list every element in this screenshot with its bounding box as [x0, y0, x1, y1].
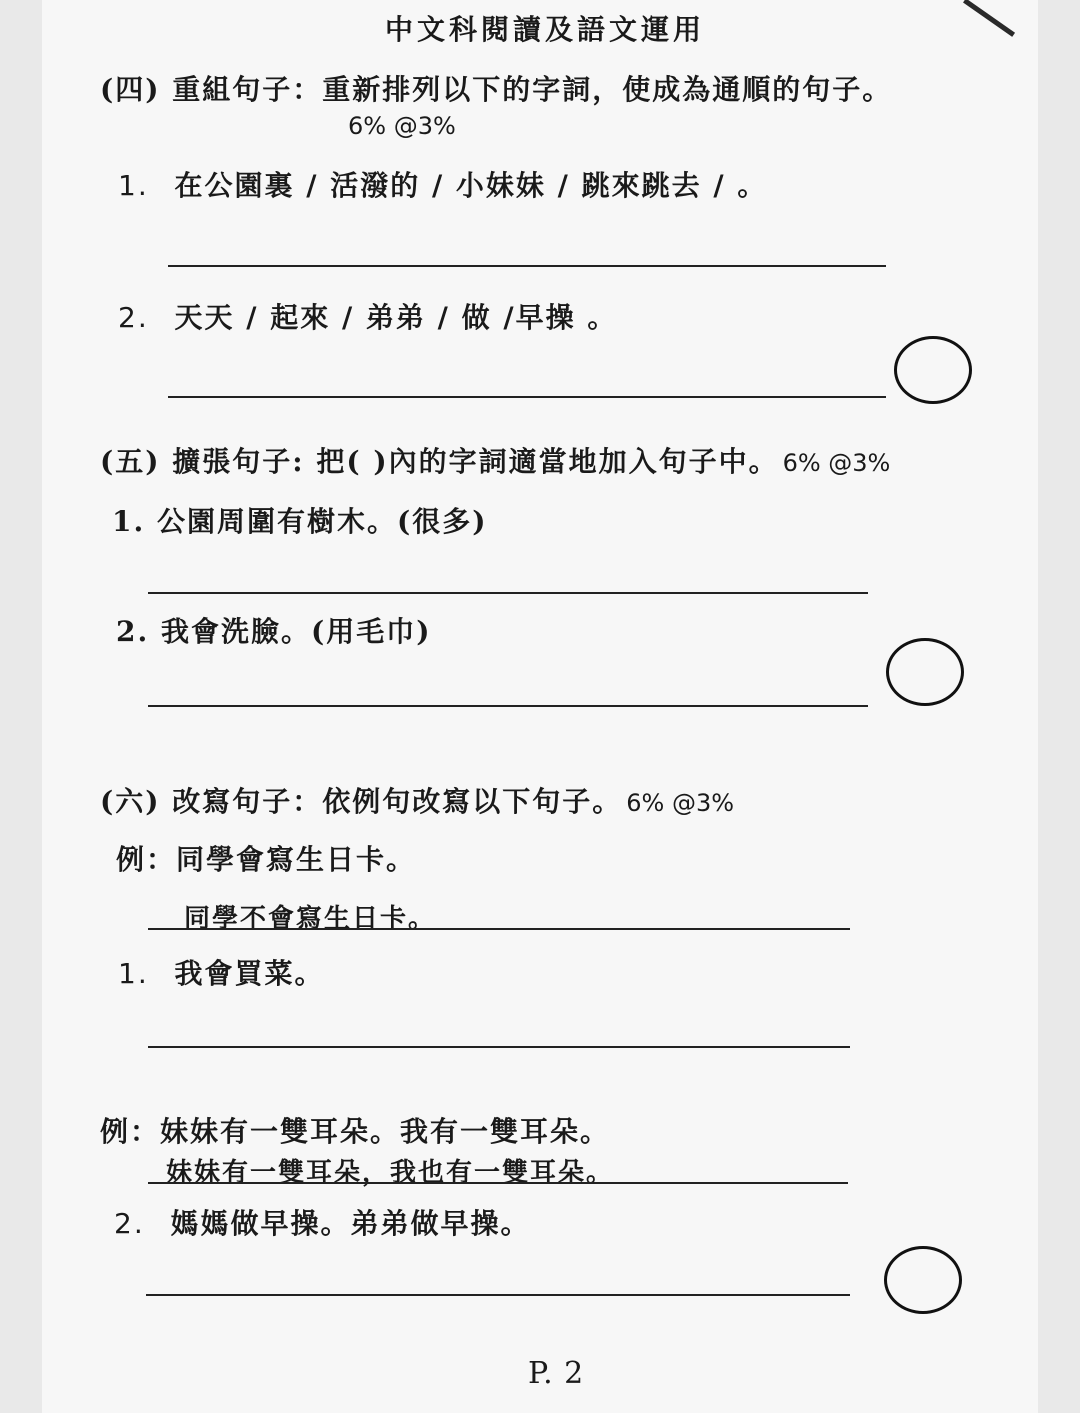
section5-score-circle	[886, 638, 964, 706]
section4-heading: (四) 重組句子：重新排列以下的字詞，使成為通順的句子。	[100, 73, 893, 106]
section4-q2-number: 2.	[118, 301, 149, 334]
section6-q2-answer-line[interactable]	[146, 1294, 850, 1296]
section5-q1-text: 1. 公園周圍有樹木。(很多)	[112, 505, 488, 538]
section6-example2-answer: 妹妹有一雙耳朵，我也有一雙耳朵。	[166, 1158, 615, 1188]
section6-example2-answer-line	[148, 1182, 848, 1184]
section6-example2-label: 例：	[100, 1115, 161, 1148]
section5-marks: 6% @3%	[782, 449, 891, 477]
section6-example1-answer-line	[148, 928, 850, 930]
section5-q2-text: 2. 我會洗臉。(用毛巾)	[116, 615, 432, 648]
section6-example1-label: 例：	[116, 843, 177, 876]
section6-q2-text: 媽媽做早操。弟弟做早操。	[170, 1207, 531, 1240]
page-title: 中文科閱讀及語文運用	[385, 13, 706, 46]
section6-marks: 6% @3%	[626, 789, 735, 817]
corner-staple-mark	[963, 0, 1038, 37]
section5-heading: (五) 擴張句子: 把( )內的字詞適當地加入句子中。	[100, 445, 779, 478]
section6-example2-text: 妹妹有一雙耳朵。我有一雙耳朵。	[160, 1115, 611, 1148]
section4-marks: 6% @3%	[348, 112, 456, 140]
section6-q1-answer-line[interactable]	[148, 1046, 850, 1048]
section4-q2-text: 天天 / 起來 / 弟弟 / 做 /早操 。	[174, 301, 618, 334]
section5-q2-answer-line[interactable]	[148, 705, 868, 707]
section6-heading: (六) 改寫句子：依例句改寫以下句子。	[100, 785, 623, 818]
section4-score-circle	[894, 336, 972, 404]
section6-example1-text: 同學會寫生日卡。	[176, 843, 417, 876]
section4-q2-answer-line[interactable]	[168, 396, 886, 398]
section6-q1-number: 1.	[118, 957, 149, 990]
section6-example1-answer: 同學不會寫生日卡。	[184, 904, 437, 934]
section5-q1-answer-line[interactable]	[148, 592, 868, 594]
section4-q1-text: 在公園裏 / 活潑的 / 小妹妹 / 跳來跳去 / 。	[174, 169, 768, 202]
section6-q1-text: 我會買菜。	[174, 957, 325, 990]
page-number: P. 2	[528, 1356, 585, 1391]
section4-q1-answer-line[interactable]	[168, 265, 886, 267]
section6-score-circle	[884, 1246, 962, 1314]
section6-q2-number: 2.	[114, 1207, 145, 1240]
section4-q1-number: 1.	[118, 169, 149, 202]
